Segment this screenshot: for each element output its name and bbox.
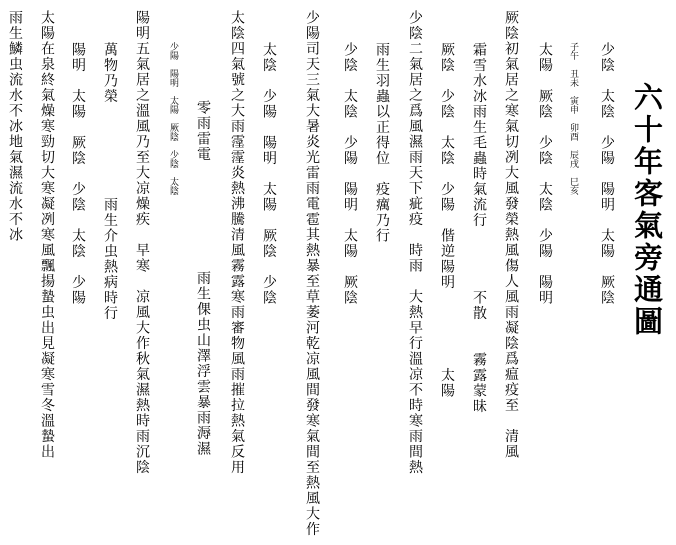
text-column-18: 太陽在泉終氣燥寒勁切大寒凝冽寒風飄揚蟄虫出見凝寒雪冬溫蟄出 <box>39 10 55 460</box>
text-column-15: 陽明五氣居之溫風乃至大凉燥疾 早寒 凉風大作秋氣濕熱時雨沉陰 <box>134 10 150 475</box>
text-column-10: 少陽司天三氣大暑炎光雷雨電雹其熱暴至草萎河乾凉風間發寒氣間至熱風大作 <box>304 10 320 537</box>
text-column-2: 子午 丑未 寅申 卯酉 辰戌 巳亥 <box>568 42 578 195</box>
text-column-3: 太陽 厥陰 少陰 太陰 少陽 陽明 <box>537 42 553 306</box>
text-column-13: 零雨雷電 雨生倮虫山澤浮雲暴雨溽濕 <box>195 100 211 457</box>
text-column-19: 雨生鱗虫流水不冰地氣濕流水不冰 <box>7 10 23 243</box>
text-column-11: 太陰 少陽 陽明 太陽 厥陰 少陰 <box>261 42 277 306</box>
text-column-16: 萬物乃榮 雨生介虫熱病時行 <box>102 42 118 321</box>
text-column-8: 雨生羽蟲以正得位 疫癘乃行 <box>374 42 390 244</box>
page-title: 六十年客氣旁通圖 <box>630 82 664 338</box>
text-column-1: 少陰 太陰 少陽 陽明 太陽 厥陰 <box>599 42 615 306</box>
text-column-12: 太陰四氣號之大雨霪霪炎熱沸騰清風霧露寒雨審物風雨摧拉熱氣反用 <box>229 10 245 475</box>
text-column-5: 霜雪水冰雨生毛蟲時氣流行 不散 霧露蒙昧 <box>471 42 487 414</box>
text-column-6: 厥陰 少陰 太陰 少陽 偕逆陽明 太陽 <box>439 42 455 399</box>
text-column-4: 厥陰初氣居之寒氣切冽大風發榮熱風傷人風雨凝陰爲瘟疫至 清風 <box>503 10 519 460</box>
text-column-17: 陽明 太陽 厥陰 少陰 太陰 少陽 <box>70 42 86 306</box>
text-column-14: 少陽 陽明 太陽 厥陰 少陰 太陰 <box>168 42 178 195</box>
text-column-7: 少陰二氣居之爲風濕雨天下疵疫 時雨 大熱早行溫凉不時寒雨間熱 <box>407 10 423 475</box>
text-column-9: 少陰 太陰 少陽 陽明 太陽 厥陰 <box>342 42 358 306</box>
